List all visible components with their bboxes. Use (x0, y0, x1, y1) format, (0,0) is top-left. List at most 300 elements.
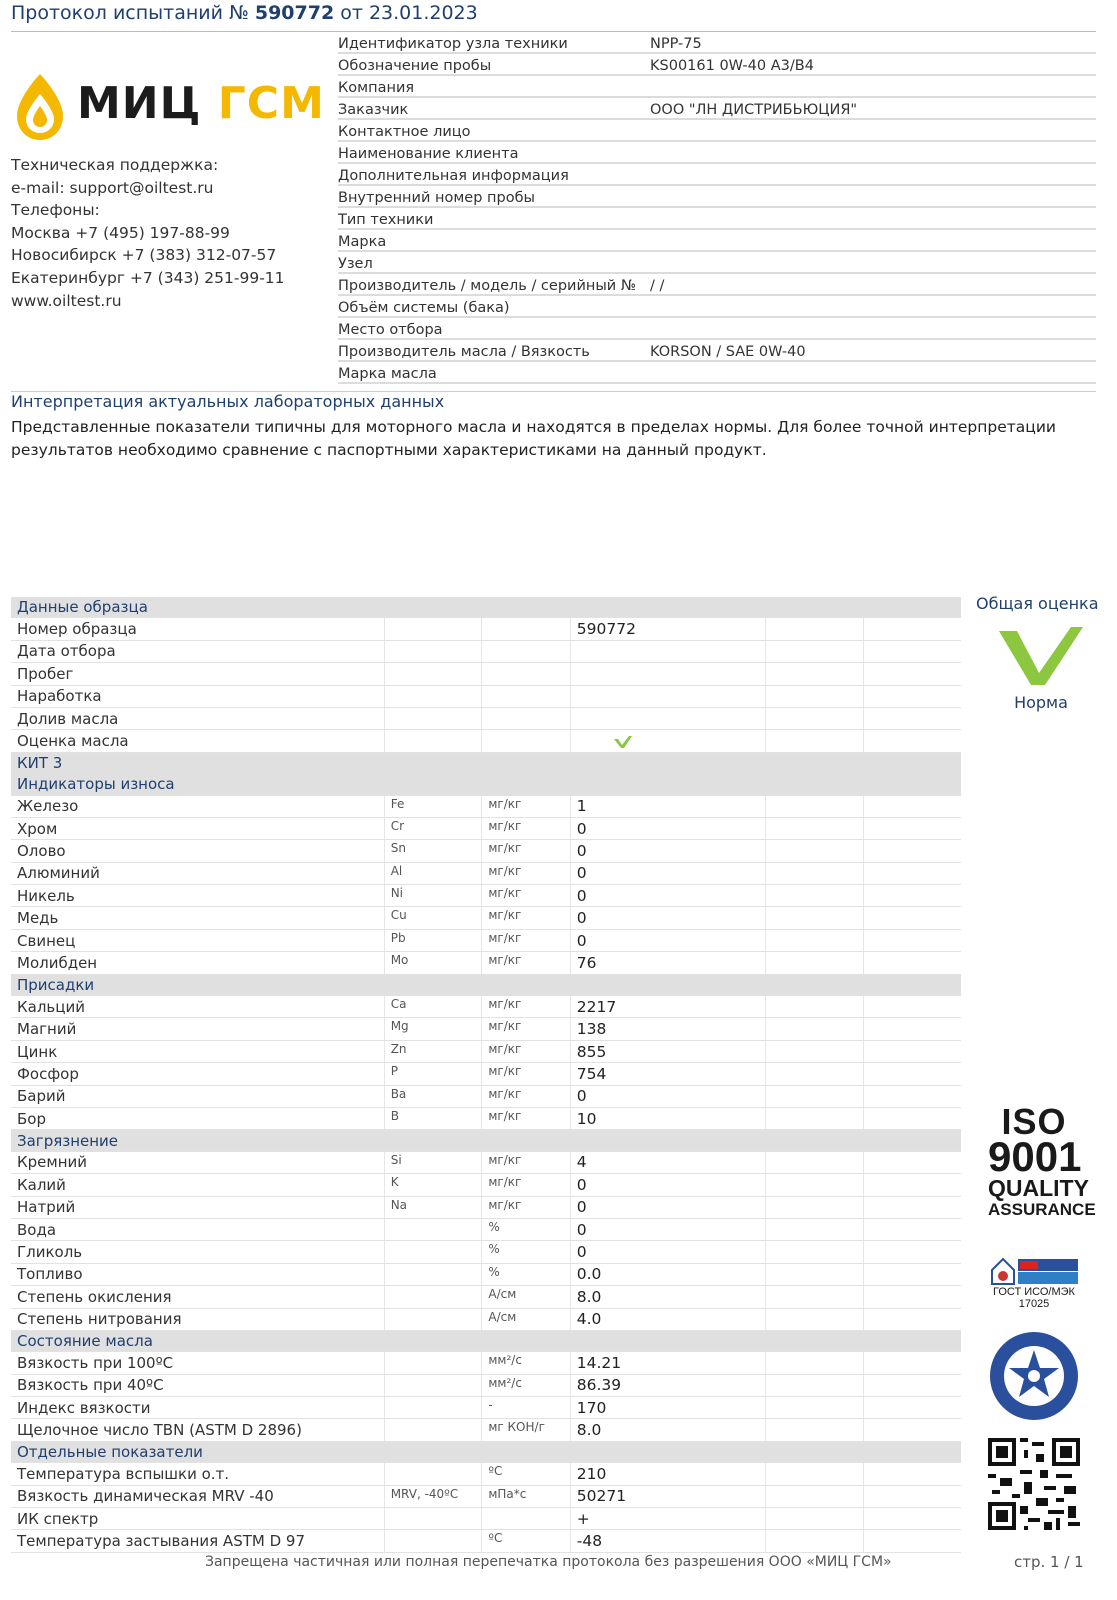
empty-cell (863, 730, 961, 752)
parameter-name: Наработка (11, 685, 384, 707)
parameter-symbol (384, 730, 482, 752)
parameter-unit (482, 685, 570, 707)
empty-cell (863, 1397, 961, 1419)
table-row (11, 663, 961, 685)
parameter-value: 0 (570, 1174, 765, 1196)
parameter-symbol: Cr (384, 817, 482, 839)
parameter-value: 8.0 (570, 1419, 765, 1441)
parameter-unit (482, 640, 570, 662)
info-value (650, 119, 1096, 141)
parameter-value: 0 (570, 929, 765, 951)
parameter-name: Степень нитрования (11, 1308, 384, 1330)
parameter-value: 4.0 (570, 1308, 765, 1330)
parameter-symbol (384, 1308, 482, 1330)
info-row (338, 32, 1096, 53)
info-label: Внутренний номер пробы (338, 185, 650, 207)
parameter-symbol: Pb (384, 929, 482, 951)
info-label: Дополнительная информация (338, 163, 650, 185)
info-value (650, 163, 1096, 185)
info-value (650, 207, 1096, 229)
table-row (11, 1085, 961, 1107)
parameter-name: Вязкость при 40ºС (11, 1374, 384, 1396)
info-row (338, 339, 1096, 361)
parameter-name: Свинец (11, 929, 384, 951)
iso-line-3: QUALITY (988, 1175, 1089, 1201)
empty-cell (863, 929, 961, 951)
logo-wordmark (77, 78, 325, 129)
table-row (11, 618, 961, 640)
parameter-name: Хром (11, 817, 384, 839)
table-row (11, 1308, 961, 1330)
parameter-symbol: Ca (384, 996, 482, 1018)
parameter-symbol: B (384, 1107, 482, 1129)
ros-accreditation-badge (988, 1256, 1080, 1310)
table-row (11, 795, 961, 817)
empty-cell (863, 1107, 961, 1129)
parameter-name: Олово (11, 840, 384, 862)
parameter-name: Температура застывания ASTM D 97 (11, 1530, 384, 1552)
empty-cell (766, 1508, 864, 1530)
parameter-name: Натрий (11, 1196, 384, 1218)
empty-cell (766, 1397, 864, 1419)
empty-cell (766, 1174, 864, 1196)
parameter-unit: мг/кг (482, 929, 570, 951)
parameter-value (570, 663, 765, 685)
parameter-unit: мг/кг (482, 817, 570, 839)
parameter-unit: % (482, 1218, 570, 1240)
empty-cell (766, 1308, 864, 1330)
qr-code-icon (988, 1438, 1080, 1530)
parameter-unit: мг/кг (482, 1196, 570, 1218)
parameter-name: Степень окисления (11, 1286, 384, 1308)
table-row (11, 1374, 961, 1396)
parameter-unit: мм²/с (482, 1352, 570, 1374)
info-value (650, 295, 1096, 317)
ros-expertiza-logo-icon (988, 1256, 1080, 1286)
info-label: Заказчик (338, 97, 650, 119)
parameter-value (570, 730, 765, 752)
parameter-symbol: Si (384, 1151, 482, 1173)
empty-cell (863, 1530, 961, 1552)
empty-cell (766, 1352, 864, 1374)
empty-cell (766, 1419, 864, 1441)
parameter-unit: мг/кг (482, 1107, 570, 1129)
empty-cell (863, 1485, 961, 1507)
info-value: ООО "ЛН ДИСТРИБЬЮЦИЯ" (650, 97, 1096, 119)
empty-cell (766, 1085, 864, 1107)
table-row (11, 1018, 961, 1040)
parameter-name: ИК спектр (11, 1508, 384, 1530)
parameter-symbol: Mg (384, 1018, 482, 1040)
parameter-name: Номер образца (11, 618, 384, 640)
table-row (11, 1530, 961, 1552)
empty-cell (766, 907, 864, 929)
section-title: Отдельные показатели (11, 1441, 961, 1462)
empty-cell (766, 1018, 864, 1040)
info-label: Контактное лицо (338, 119, 650, 141)
empty-cell (863, 795, 961, 817)
info-value: KORSON / SAE 0W-40 (650, 339, 1096, 361)
table-row (11, 817, 961, 839)
table-row (11, 1174, 961, 1196)
empty-cell (863, 685, 961, 707)
parameter-unit: мг/кг (482, 862, 570, 884)
parameter-value: 0 (570, 840, 765, 862)
info-value (650, 75, 1096, 97)
results-table (11, 597, 961, 1553)
info-row (338, 295, 1096, 317)
empty-cell (863, 840, 961, 862)
copyright-notice: Запрещена частичная или полная перепечатка протокола без разрешения ООО «МИЦ ГСМ» (205, 1554, 892, 1570)
table-row (11, 1196, 961, 1218)
phone-novosibirsk: Новосибирск +7 (383) 312-07-57 (11, 246, 277, 265)
parameter-name: Пробег (11, 663, 384, 685)
empty-cell (863, 1174, 961, 1196)
empty-cell (766, 952, 864, 974)
page-number: стр. 1 / 1 (1014, 1553, 1084, 1571)
info-row (338, 163, 1096, 185)
info-row (338, 53, 1096, 75)
empty-cell (766, 1286, 864, 1308)
section-title: Присадки (11, 974, 961, 995)
website-link[interactable]: www.oiltest.ru (11, 291, 122, 310)
parameter-value: 855 (570, 1040, 765, 1062)
table-row (11, 1218, 961, 1240)
section-header-row (11, 974, 961, 995)
parameter-symbol (384, 618, 482, 640)
section-title: Данные образца (11, 597, 961, 618)
info-label: Производитель / модель / серийный № (338, 273, 650, 295)
empty-cell (863, 1463, 961, 1485)
parameter-symbol: Na (384, 1196, 482, 1218)
parameter-name: Молибден (11, 952, 384, 974)
parameter-unit (482, 618, 570, 640)
parameter-unit: - (482, 1397, 570, 1419)
table-row (11, 685, 961, 707)
empty-cell (863, 1218, 961, 1240)
table-row (11, 862, 961, 884)
info-label: Марка масла (338, 361, 650, 383)
table-row (11, 1397, 961, 1419)
empty-cell (863, 1040, 961, 1062)
parameter-unit: мПа*с (482, 1485, 570, 1507)
table-row (11, 730, 961, 752)
info-value (650, 251, 1096, 273)
parameter-value: 0 (570, 1196, 765, 1218)
parameter-unit: мг/кг (482, 1174, 570, 1196)
parameter-value: 8.0 (570, 1286, 765, 1308)
check-mark-icon (995, 621, 1087, 691)
parameter-value: + (570, 1508, 765, 1530)
info-value (650, 141, 1096, 163)
info-value (650, 317, 1096, 339)
parameter-symbol (384, 640, 482, 662)
parameter-unit: мг/кг (482, 840, 570, 862)
table-row (11, 1107, 961, 1129)
parameter-unit (482, 730, 570, 752)
info-row (338, 119, 1096, 141)
empty-cell (863, 817, 961, 839)
phone-moscow: Москва +7 (495) 197-88-99 (11, 223, 230, 242)
section-header-row (11, 597, 961, 618)
parameter-value: 0 (570, 1085, 765, 1107)
parameter-symbol: Fe (384, 795, 482, 817)
parameter-symbol: Cu (384, 907, 482, 929)
parameter-name: Температура вспышки о.т. (11, 1463, 384, 1485)
empty-cell (863, 996, 961, 1018)
parameter-name: Никель (11, 885, 384, 907)
parameter-value: 0 (570, 1241, 765, 1263)
parameter-symbol (384, 663, 482, 685)
empty-cell (766, 795, 864, 817)
info-label: Марка (338, 229, 650, 251)
parameter-unit (482, 1508, 570, 1530)
parameter-unit (482, 663, 570, 685)
empty-cell (766, 1107, 864, 1129)
empty-cell (863, 1286, 961, 1308)
parameter-name: Долив масла (11, 707, 384, 729)
parameter-unit: мг/кг (482, 952, 570, 974)
info-row (338, 229, 1096, 251)
parameter-value: 138 (570, 1018, 765, 1040)
parameter-value: 170 (570, 1397, 765, 1419)
parameter-symbol (384, 1286, 482, 1308)
iso-line-4: ASSURANCE (988, 1200, 1096, 1219)
overall-label: Норма (1014, 693, 1068, 712)
empty-cell (766, 640, 864, 662)
info-value: KS00161 0W-40 A3/B4 (650, 53, 1096, 75)
parameter-value: 86.39 (570, 1374, 765, 1396)
info-row (338, 75, 1096, 97)
parameter-unit: мг/кг (482, 1085, 570, 1107)
empty-cell (766, 1151, 864, 1173)
info-value (650, 361, 1096, 383)
table-row (11, 885, 961, 907)
parameter-unit: мм²/с (482, 1374, 570, 1396)
empty-cell (766, 1063, 864, 1085)
empty-cell (766, 1218, 864, 1240)
empty-cell (766, 929, 864, 951)
parameter-value: 754 (570, 1063, 765, 1085)
logo-part2: ГСМ (217, 78, 325, 129)
parameter-value: 2217 (570, 996, 765, 1018)
empty-cell (863, 1308, 961, 1330)
ros-caption-line-1: ГОСТ ИСО/МЭК (993, 1286, 1075, 1298)
empty-cell (766, 1374, 864, 1396)
empty-cell (863, 618, 961, 640)
empty-cell (766, 1530, 864, 1552)
parameter-symbol: Zn (384, 1040, 482, 1062)
parameter-name: Щелочное число TBN (ASTM D 2896) (11, 1419, 384, 1441)
info-row (338, 273, 1096, 295)
parameter-name: Вязкость динамическая MRV -40 (11, 1485, 384, 1507)
empty-cell (863, 1018, 961, 1040)
parameter-unit: А/см (482, 1286, 570, 1308)
empty-cell (863, 1352, 961, 1374)
empty-cell (766, 707, 864, 729)
report-date: от 23.01.2023 (340, 2, 478, 24)
parameter-value: 0 (570, 817, 765, 839)
parameter-value (570, 640, 765, 662)
society-seal-icon (988, 1330, 1080, 1422)
parameter-unit: % (482, 1241, 570, 1263)
table-row (11, 1485, 961, 1507)
empty-cell (766, 1463, 864, 1485)
parameter-value (570, 707, 765, 729)
parameter-value: 10 (570, 1107, 765, 1129)
empty-cell (863, 1419, 961, 1441)
phone-ekaterinburg: Екатеринбург +7 (343) 251-99-11 (11, 268, 285, 287)
parameter-symbol (384, 1397, 482, 1419)
parameter-value: 0 (570, 885, 765, 907)
parameter-name: Алюминий (11, 862, 384, 884)
empty-cell (766, 1485, 864, 1507)
parameter-name: Барий (11, 1085, 384, 1107)
info-label: Компания (338, 75, 650, 97)
oil-ok-check-icon (613, 735, 633, 749)
parameter-symbol (384, 1352, 482, 1374)
parameter-value: 1 (570, 795, 765, 817)
parameter-unit: мг/кг (482, 1151, 570, 1173)
info-row (338, 361, 1096, 383)
parameter-symbol: Sn (384, 840, 482, 862)
empty-cell (766, 862, 864, 884)
empty-cell (863, 663, 961, 685)
empty-cell (766, 730, 864, 752)
interpretation-text: Представленные показатели типичны для моторного масла и находятся в пределах нормы. Для более точной интерпретации результатов необходимо сравнение с паспортными характеристиками на данный продукт. (11, 418, 1056, 459)
parameter-name: Калий (11, 1174, 384, 1196)
info-label: Тип техники (338, 207, 650, 229)
table-row (11, 1419, 961, 1441)
logo-part1: МИЦ (77, 78, 202, 129)
info-value (650, 185, 1096, 207)
parameter-unit: % (482, 1263, 570, 1285)
parameter-unit: мг/кг (482, 1040, 570, 1062)
info-label: Место отбора (338, 317, 650, 339)
parameter-symbol (384, 1530, 482, 1552)
parameter-value: 0 (570, 907, 765, 929)
overall-assessment (976, 594, 1099, 712)
parameter-name: Вода (11, 1218, 384, 1240)
empty-cell (766, 1196, 864, 1218)
parameter-value: 590772 (570, 618, 765, 640)
empty-cell (863, 907, 961, 929)
empty-cell (766, 1263, 864, 1285)
parameter-name: Топливо (11, 1263, 384, 1285)
info-label: Идентификатор узла техники (338, 32, 650, 53)
parameter-symbol (384, 1241, 482, 1263)
parameter-unit: мг/кг (482, 996, 570, 1018)
parameter-name: Вязкость при 100ºС (11, 1352, 384, 1374)
parameter-value: 0 (570, 862, 765, 884)
report-title-prefix: Протокол испытаний № (11, 2, 249, 24)
info-label: Обозначение пробы (338, 53, 650, 75)
parameter-name: Индекс вязкости (11, 1397, 384, 1419)
parameter-name: Кальций (11, 996, 384, 1018)
parameter-symbol (384, 707, 482, 729)
empty-cell (863, 707, 961, 729)
parameter-symbol (384, 1263, 482, 1285)
parameter-name: Кремний (11, 1151, 384, 1173)
info-row (338, 251, 1096, 273)
table-row (11, 840, 961, 862)
parameter-symbol: Mo (384, 952, 482, 974)
empty-cell (863, 862, 961, 884)
parameter-symbol: Ni (384, 885, 482, 907)
empty-cell (766, 663, 864, 685)
parameter-name: Медь (11, 907, 384, 929)
parameter-symbol (384, 1508, 482, 1530)
empty-cell (863, 1241, 961, 1263)
table-row (11, 1463, 961, 1485)
empty-cell (863, 885, 961, 907)
parameter-value: -48 (570, 1530, 765, 1552)
info-row (338, 97, 1096, 119)
company-logo (11, 72, 325, 144)
section-header-row (11, 1130, 961, 1151)
empty-cell (766, 685, 864, 707)
empty-cell (863, 1196, 961, 1218)
info-value (650, 229, 1096, 251)
parameter-value: 210 (570, 1463, 765, 1485)
table-row (11, 907, 961, 929)
parameter-unit: ºС (482, 1530, 570, 1552)
parameter-name: Магний (11, 1018, 384, 1040)
parameter-symbol: Al (384, 862, 482, 884)
iso-line-1: ISO (1001, 1101, 1067, 1142)
table-row (11, 707, 961, 729)
iso-9001-badge (988, 1101, 1096, 1220)
info-row (338, 185, 1096, 207)
parameter-name: Дата отбора (11, 640, 384, 662)
parameter-name: Бор (11, 1107, 384, 1129)
info-row (338, 207, 1096, 229)
section-title: КИТ 3 (11, 752, 961, 773)
flame-drop-icon (11, 72, 69, 142)
section-title: Состояние масла (11, 1330, 961, 1351)
parameter-value: 4 (570, 1151, 765, 1173)
section-header-row (11, 1441, 961, 1462)
parameter-value: 0 (570, 1218, 765, 1240)
section-title: Загрязнение (11, 1130, 961, 1151)
table-row (11, 996, 961, 1018)
info-row (338, 141, 1096, 163)
empty-cell (766, 618, 864, 640)
section-header-row (11, 1330, 961, 1351)
empty-cell (766, 996, 864, 1018)
parameter-value: 50271 (570, 1485, 765, 1507)
parameter-name: Гликоль (11, 1241, 384, 1263)
parameter-symbol (384, 1419, 482, 1441)
parameter-unit (482, 707, 570, 729)
parameter-unit: мг/кг (482, 885, 570, 907)
parameter-name: Цинк (11, 1040, 384, 1062)
ros-caption-line-2: 17025 (1018, 1298, 1050, 1310)
empty-cell (863, 1374, 961, 1396)
empty-cell (863, 952, 961, 974)
table-row (11, 1040, 961, 1062)
table-row (11, 640, 961, 662)
info-label: Наименование клиента (338, 141, 650, 163)
empty-cell (863, 640, 961, 662)
section-header-row (11, 774, 961, 795)
table-row (11, 952, 961, 974)
parameter-name: Оценка масла (11, 730, 384, 752)
parameter-name: Железо (11, 795, 384, 817)
empty-cell (863, 1063, 961, 1085)
info-value: / / (650, 273, 1096, 295)
table-row (11, 929, 961, 951)
